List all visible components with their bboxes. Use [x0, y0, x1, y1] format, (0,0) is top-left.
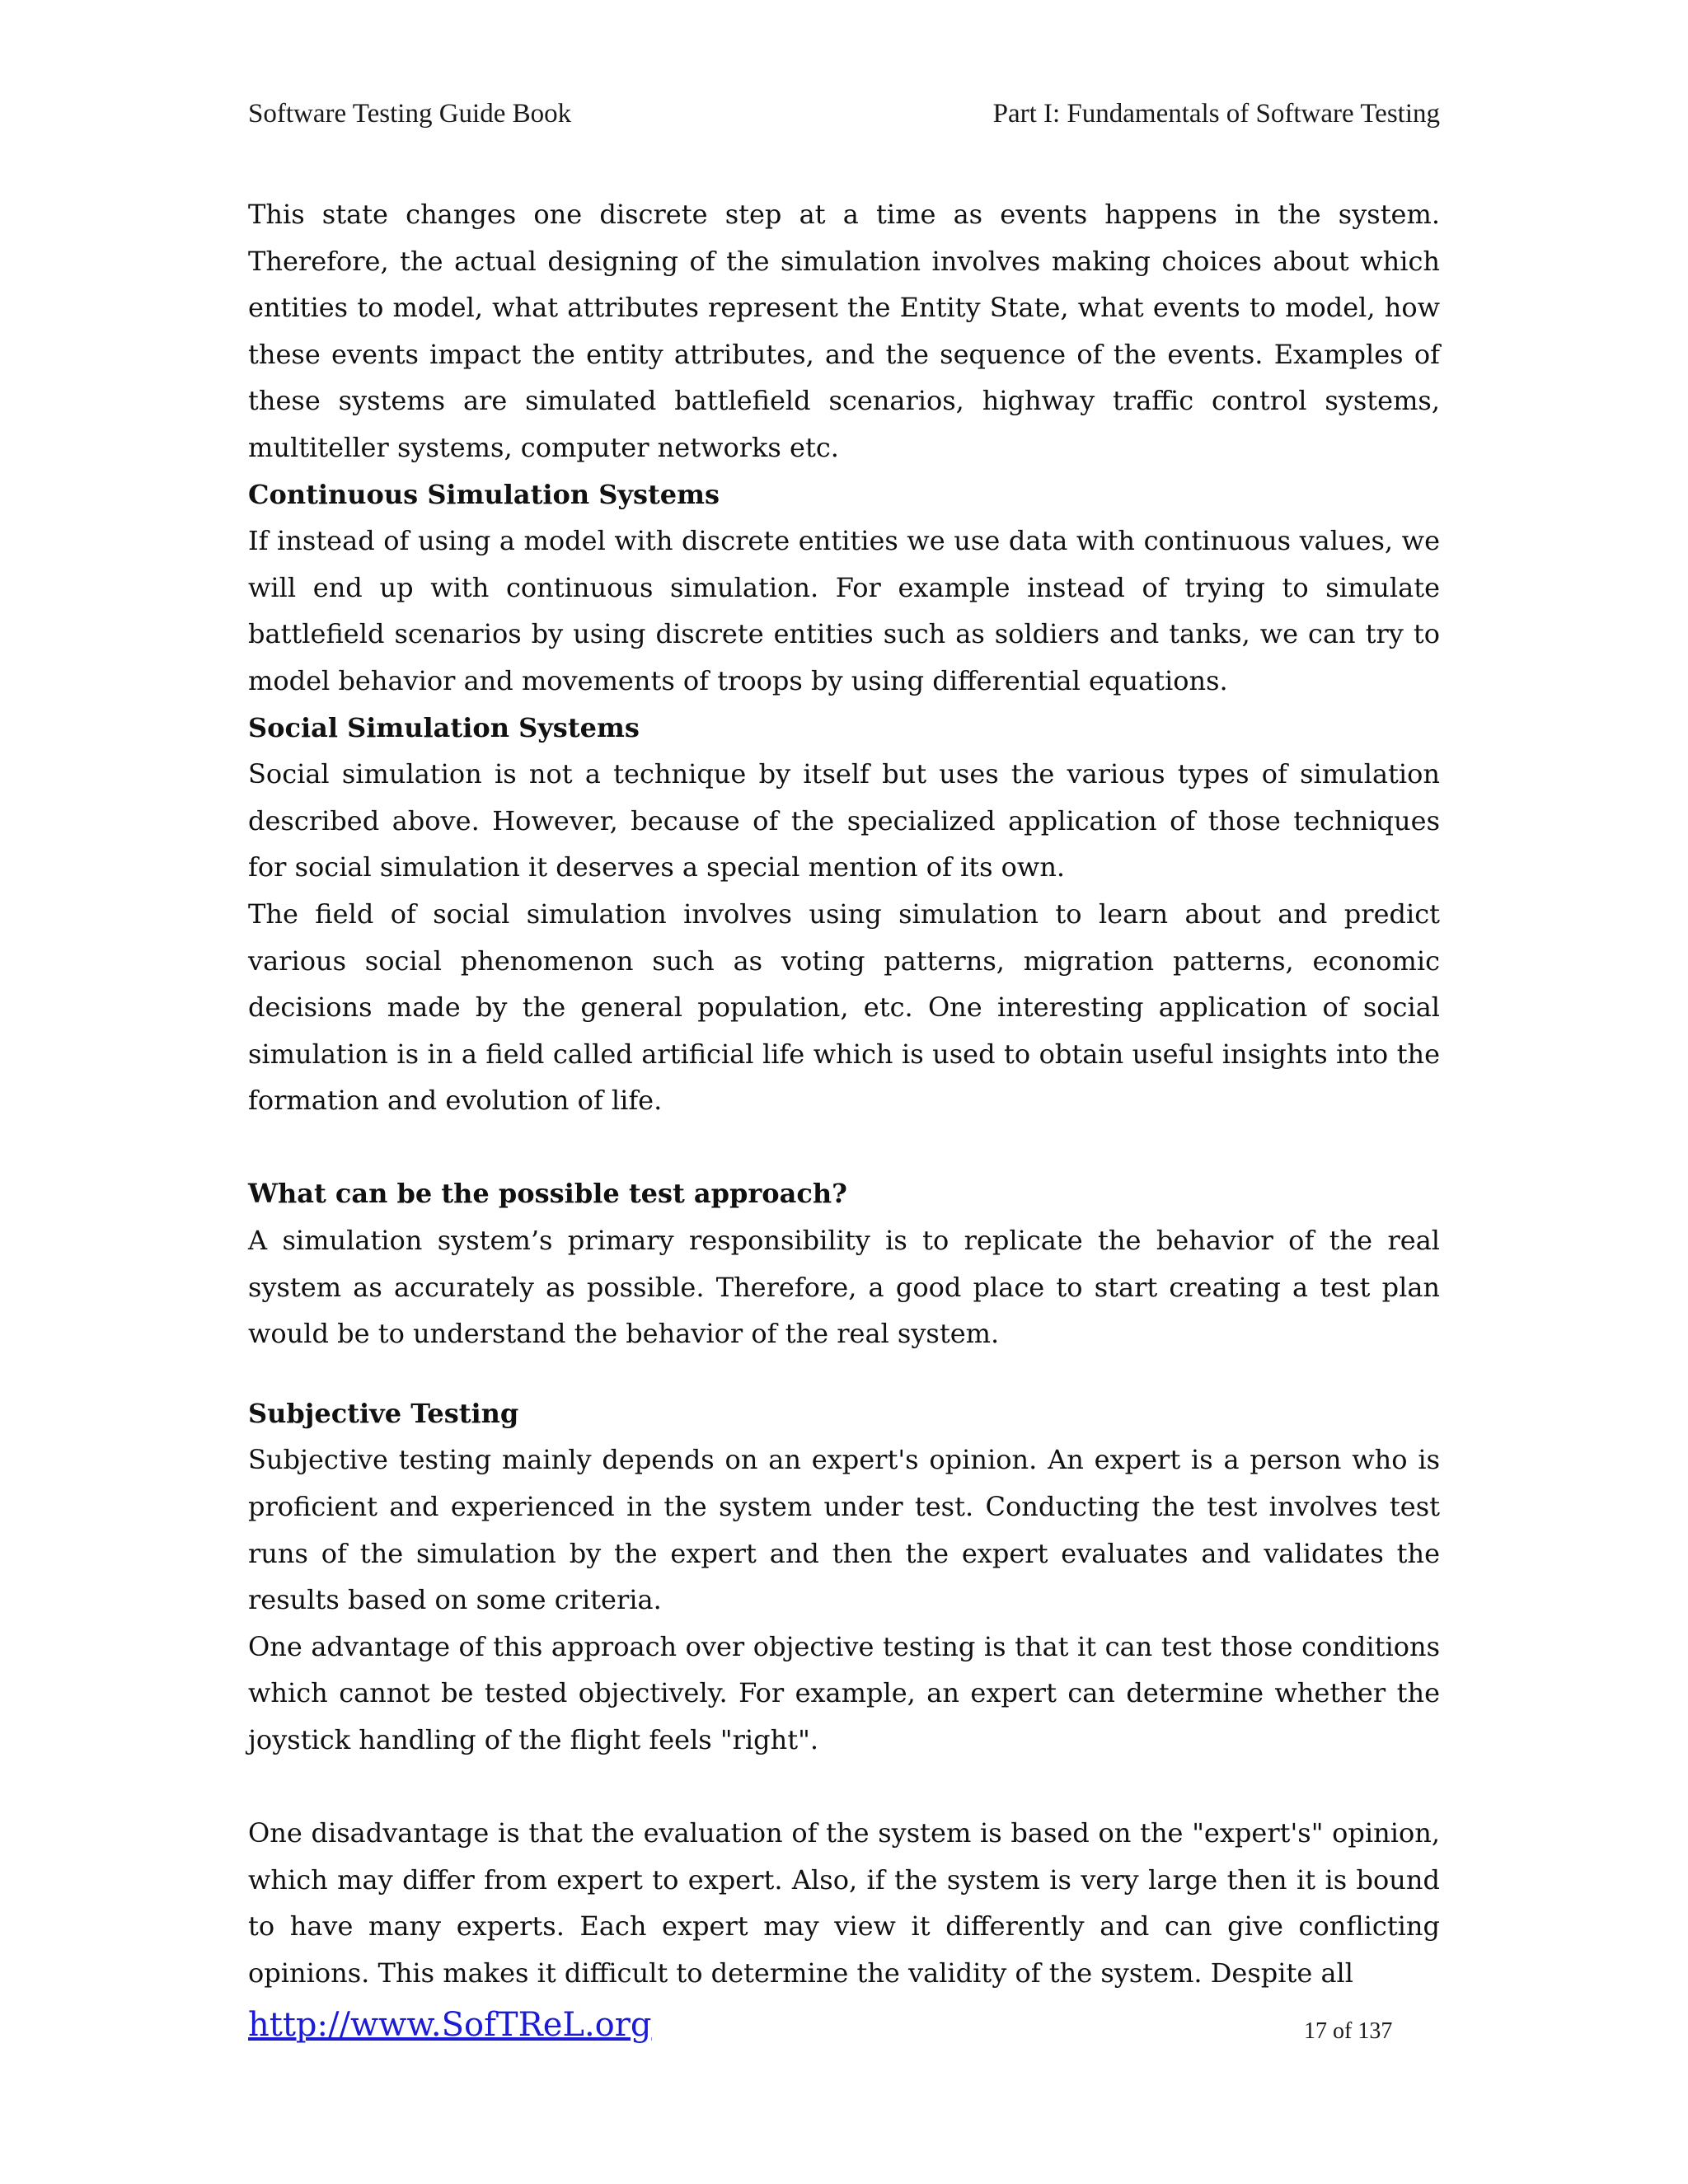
paragraph-discrete-events: This state changes one discrete step at a time as events happens in the system. Therefore, the actual designing of the simulation involves making choices about which entities to model, what attributes represent the Entity State, what events to model, how these events impact the entity attributes, and the sequence of the events. Examples of these systems are simulated battlefield scenarios, highway traffic control systems, multiteller systems, computer networks etc. — [248, 199, 1440, 463]
paragraph-social-simulation-intro: Social simulation is not a technique by itself but uses the various types of simulation described above. However, because of the specialized application of those techniques for social simulation it deserves a special mention of its own. — [248, 758, 1440, 883]
spacer — [248, 1357, 1440, 1390]
heading-continuous-simulation: Continuous Simulation Systems — [248, 478, 720, 510]
paragraph-subjective-advantage: One advantage of this approach over objective testing is that it can test those conditions which cannot be tested objectively. For example, an expert can determine whether the joystick handling of the flight feels "right". — [248, 1630, 1440, 1755]
heading-subjective-testing: Subjective Testing — [248, 1397, 519, 1429]
running-header — [248, 97, 1440, 130]
spacer — [248, 1764, 1440, 1811]
paragraph-test-approach: A simulation system’s primary responsibility is to replicate the behavior of the real system as accurately as possible. Therefore, a good place to start creating a test plan would be to understand the behavior of the real system. — [248, 1225, 1440, 1350]
paragraph-subjective-testing: Subjective testing mainly depends on an expert's opinion. An expert is a person who is proficient and experienced in the system under test. Conducting the test involves test runs of the simulation by the expert and then the expert evaluates and validates the results based on some criteria. — [248, 1444, 1440, 1616]
header-part-title: Part I: Fundamentals of Software Testing — [992, 99, 1440, 129]
page-content — [248, 191, 1440, 1997]
header-book-title: Software Testing Guide Book — [248, 99, 572, 129]
page-number: 17 of 137 — [1304, 2018, 1393, 2044]
paragraph-subjective-disadvantage: One disadvantage is that the evaluation of the system is based on the "expert's" opinion, which may differ from expert to expert. Also, if the system is very large then it is bound to have many experts. Each expert may view it differently and can give conflicting opinions. This makes it difficult to determine the validity of the system. Despite all — [248, 1817, 1440, 1989]
spacer — [248, 1124, 1440, 1171]
heading-social-simulation: Social Simulation Systems — [248, 711, 640, 743]
footer-website-link[interactable]: http://www.SofTReL.org — [248, 2006, 652, 2044]
heading-test-approach: What can be the possible test approach? — [248, 1178, 847, 1210]
paragraph-social-simulation-field: The field of social simulation involves using simulation to learn about and predict various social phenomenon such as voting patterns, migration patterns, economic decisions made by the general population, etc. One interesting application of social simulation is in a field called artificial life which is used to obtain useful insights into the formation and evolution of life. — [248, 898, 1440, 1117]
paragraph-continuous-simulation: If instead of using a model with discrete entities we use data with continuous values, we will end up with continuous simulation. For example instead of trying to simulate battlefield scenarios by using discrete entities such as soldiers and tanks, we can try to model behavior and movements of troops by using differential equations. — [248, 525, 1440, 696]
